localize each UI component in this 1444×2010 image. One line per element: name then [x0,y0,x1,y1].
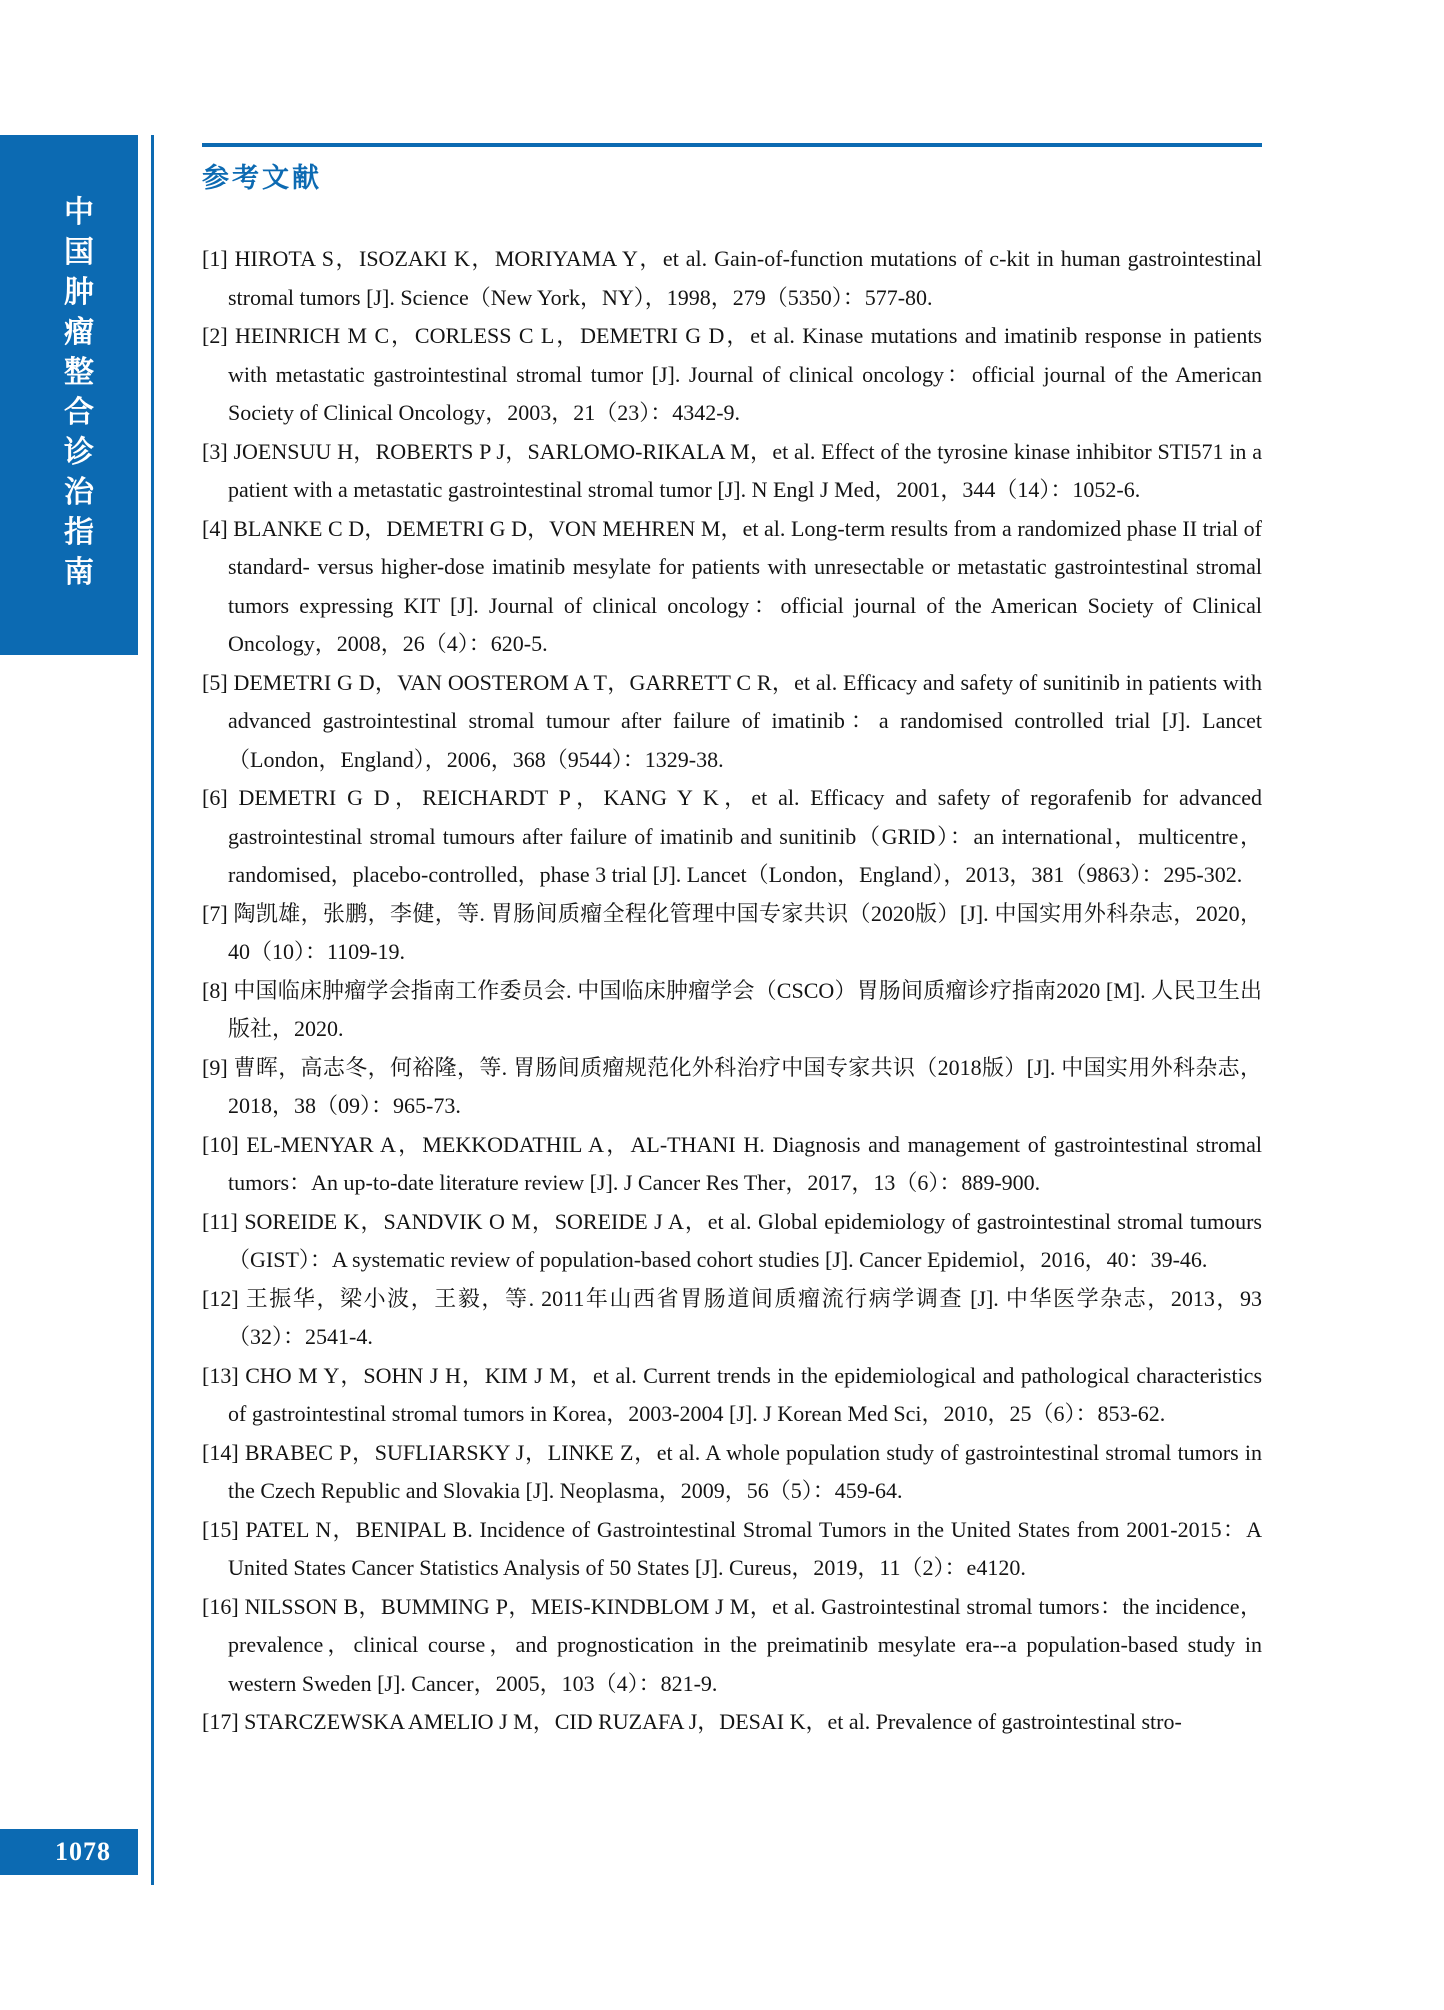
sidebar-char: 指 [64,515,94,550]
reference-text: STARCZEWSKA AMELIO J M，CID RUZAFA J，DESAI K，et al. Prevalence of gastrointestinal stro- [244,1709,1182,1734]
reference-item-5 [202,664,1262,780]
reference-text: 曹晖，高志冬，何裕隆，等. 胃肠间质瘤规范化外科治疗中国专家共识（2018版）[J]. 中国实用外科杂志，2018，38（09）：965-73. [228,1054,1263,1118]
reference-number: [10] [202,1131,239,1157]
reference-item-15 [202,1511,1262,1588]
reference-text: HIROTA S，ISOZAKI K，MORIYAMA Y，et al. Gain-of-function mutations of c-kit in human gastrointestinal stromal tumors [J]. Science（New York，NY），1998，279（5350）：577-80. [228,246,1263,310]
sidebar-char: 肿 [64,275,94,310]
reference-text: HEINRICH M C，CORLESS C L，DEMETRI G D，et al. Kinase mutations and imatinib response in patients with metastatic gastrointestinal stromal tumor [J]. Journal of clinical oncology：official journal of the American Society of Clinical Oncology，2003，21（23）：4342-9. [228,323,1262,425]
reference-item-1 [202,240,1262,317]
reference-text: CHO M Y，SOHN J H，KIM J M，et al. Current trends in the epidemiological and pathological characteristics of gastrointestinal stromal tumors in Korea，2003-2004 [J]. J Korean Med Sci，2010，25（6）：853-62. [228,1362,1263,1426]
reference-item-10 [202,1126,1262,1203]
reference-number: [5] [202,669,228,695]
sidebar-char: 整 [64,355,94,390]
reference-text: DEMETRI G D，VAN OOSTEROM A T，GARRETT C R，et al. Efficacy and safety of sunitinib in patients with advanced gastrointestinal stromal tumour after failure of imatinib：a randomised controlled trial [J]. Lancet（London，England），2006，368（9544）：1329-38. [228,669,1263,772]
reference-text: 陶凯雄，张鹏，李健，等. 胃肠间质瘤全程化管理中国专家共识（2020版）[J]. 中国实用外科杂志，2020，40（10）：1109-19. [228,900,1263,964]
reference-number: [11] [202,1208,238,1234]
reference-item-6 [202,779,1262,895]
sidebar-char: 南 [64,555,94,590]
reference-number: [13] [202,1362,239,1388]
sidebar-vertical-rule [151,135,154,1885]
reference-number: [1] [202,246,228,271]
reference-number: [2] [202,323,228,348]
reference-number: [17] [202,1709,239,1734]
sidebar-char: 治 [64,475,94,510]
reference-text: PATEL N，BENIPAL B. Incidence of Gastrointestinal Stromal Tumors in the United States from 2001-2015：A United States Cancer Statistics Analysis of 50 States [J]. Cureus，2019，11（2）：e4120. [228,1516,1263,1580]
reference-number: [8] [202,977,228,1003]
reference-number: [12] [202,1285,239,1311]
reference-number: [7] [202,900,228,926]
reference-item-12 [202,1280,1262,1357]
sidebar-char: 国 [64,235,94,270]
reference-item-14 [202,1434,1262,1511]
reference-item-17 [202,1703,1262,1742]
sidebar-char: 合 [64,395,94,430]
reference-text: SOREIDE K，SANDVIK O M，SOREIDE J A，et al. Global epidemiology of gastrointestinal stromal tumours（GIST）：A systematic review of population-based cohort studies [J]. Cancer Epidemiol，2016，40：39-46. [228,1208,1262,1272]
reference-text: BRABEC P，SUFLIARSKY J，LINKE Z，et al. A whole population study of gastrointestinal stromal tumors in the Czech Republic and Slovakia [J]. Neoplasma，2009，56（5）：459-64. [228,1439,1262,1503]
reference-text: 中国临床肿瘤学会指南工作委员会. 中国临床肿瘤学会（CSCO）胃肠间质瘤诊疗指南2020 [M]. 人民卫生出版社，2020. [228,977,1263,1041]
sidebar-book-title [0,135,138,655]
section-title: 参考文献 [202,163,322,194]
reference-text: EL-MENYAR A，MEKKODATHIL A，AL-THANI H. Diagnosis and management of gastrointestinal stromal tumors：An up-to-date literature review [J]. J Cancer Res Ther，2017，13（6）：889-900. [228,1131,1262,1195]
reference-item-9 [202,1049,1262,1126]
sidebar-char: 诊 [64,435,94,470]
reference-number: [3] [202,438,228,464]
reference-text: 王振华，梁小波，王毅，等. 2011年山西省胃肠道间质瘤流行病学调查 [J]. 中华医学杂志，2013，93（32）：2541-4. [228,1285,1263,1349]
reference-item-13 [202,1357,1262,1434]
reference-number: [6] [202,785,228,810]
sidebar-char: 瘤 [64,315,94,350]
reference-text: DEMETRI G D，REICHARDT P，KANG Y K，et al. Efficacy and safety of regorafenib for advanced gastrointestinal stromal tumours after failure of imatinib and sunitinib（GRID）：an international，multicentre，randomised，placebo-controlled，phase 3 trial [J]. Lancet（London，England），2013，381（9863）：295-302. [228,785,1263,887]
reference-text: BLANKE C D，DEMETRI G D，VON MEHREN M，et al. Long-term results from a randomized phase II trial of standard- versus higher-dose imatinib mesylate for patients with unresectable or metastatic gastrointestinal stromal tumors expressing KIT [J]. Journal of clinical oncology：official journal of the American Society of Clinical Oncology，2008，26（4）：620-5. [228,515,1262,656]
reference-number: [14] [202,1439,239,1465]
reference-list [202,240,1262,1742]
reference-number: [16] [202,1593,239,1619]
reference-number: [15] [202,1516,239,1542]
section-top-rule [202,143,1262,147]
reference-number: [4] [202,515,228,541]
reference-text: JOENSUU H，ROBERTS P J，SARLOMO-RIKALA M，et al. Effect of the tyrosine kinase inhibitor STI571 in a patient with a metastatic gastrointestinal stromal tumor [J]. N Engl J Med，2001，344（14）：1052-6. [228,438,1263,502]
sidebar-char: 中 [64,195,94,230]
reference-item-4 [202,510,1262,664]
main-content [202,143,1262,1742]
reference-item-2 [202,317,1262,433]
reference-text: NILSSON B，BUMMING P，MEIS-KINDBLOM J M，et al. Gastrointestinal stromal tumors：the incidence，prevalence，clinical course，and prognostication in the preimatinib mesylate era--a population-based study in western Sweden [J]. Cancer，2005，103（4）：821-9. [228,1593,1263,1696]
reference-item-11 [202,1203,1262,1280]
reference-item-7 [202,895,1262,972]
reference-number: [9] [202,1054,228,1080]
reference-item-16 [202,1588,1262,1704]
page-number-box [0,1829,138,1875]
reference-item-8 [202,972,1262,1049]
page-number: 1078 [55,1837,111,1866]
reference-item-3 [202,433,1262,510]
